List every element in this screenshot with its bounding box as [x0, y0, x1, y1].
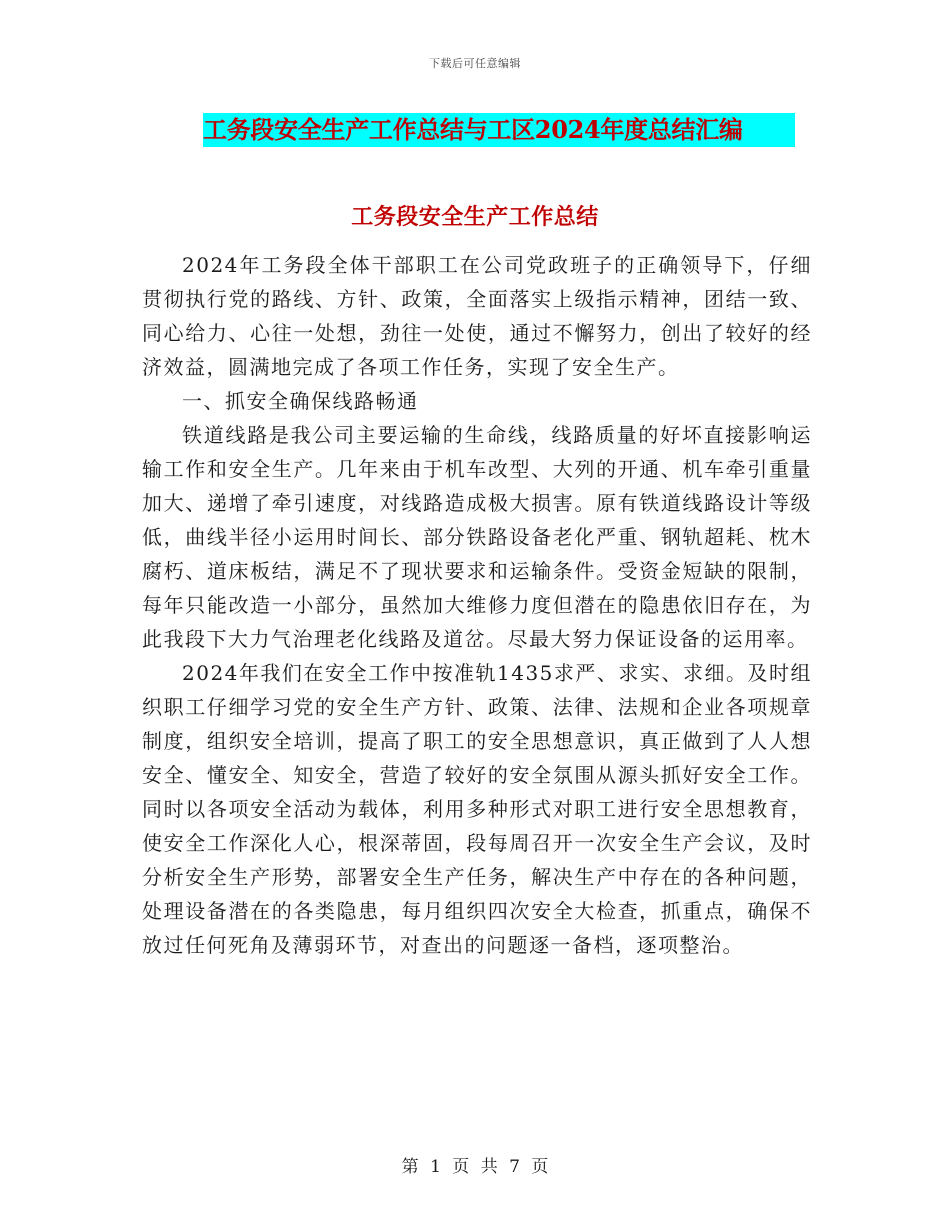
paragraph: 2024年工务段全体干部职工在公司党政班子的正确领导下，仔细贯彻执行党的路线、方针、政策，全面落实上级指示精神，团结一致、同心给力、心往一处想，劲往一处使，通过不懈努力，创出了较好的经济效益，圆满地完成了各项工作任务，实现了安全生产。 [142, 253, 812, 379]
paragraph: 铁道线路是我公司主要运输的生命线，线路质量的好坏直接影响运输工作和安全生产。几年来由于机车改型、大列的开通、机车牵引重量加大、递增了牵引速度，对线路造成极大损害。原有铁道线路设计等级低，曲线半径小运用时间长、部分铁路设备老化严重、钢轨超耗、枕木腐朽、道床板结，满足不了现状要求和运输条件。受资金短缺的限制，每年只能改造一小部分，虽然加大维修力度但潜在的隐患依旧存在，为此我段下大力气治理老化线路及道岔。尽最大努力保证设备的运用率。 [142, 423, 812, 651]
page-number: 第 1 页 共 7 页 [401, 1157, 549, 1177]
main-title: 工务段安全生产工作总结与工区2024年度总结汇编 [203, 115, 743, 144]
paragraph: 2024年我们在安全工作中按准轨1435求严、求实、求细。及时组织职工仔细学习党的安全生产方针、政策、法律、法规和企业各项规章制度，组织安全培训，提高了职工的安全思想意识，真正做到了人人想安全、懂安全、知安全，营造了较好的安全氛围从源头抓好安全工作。同时以各项安全活动为载体，利用多种形式对职工进行安全思想教育，使安全工作深化人心，根深蒂固，段每周召开一次安全生产会议，及时分析安全生产形势，部署安全生产任务，解决生产中存在的各种问题，处理设备潜在的各类隐患，每月组织四次安全大检查，抓重点，确保不放过任何死角及薄弱环节，对查出的问题逐一备档，逐项整治。 [142, 661, 812, 957]
header-note: 下载后可任意编辑 [429, 57, 521, 70]
document-body [142, 248, 812, 962]
main-title-highlight [203, 113, 795, 147]
section-title: 工务段安全生产工作总结 [351, 204, 599, 230]
paragraph-heading: 一、抓安全确保线路畅通 [182, 389, 419, 413]
